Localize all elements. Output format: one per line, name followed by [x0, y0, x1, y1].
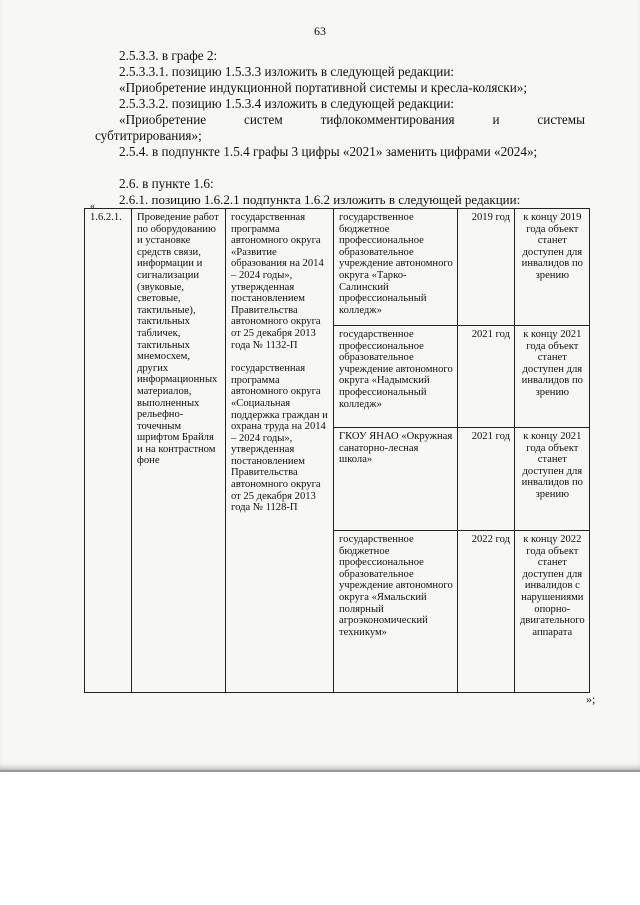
paragraph-2-5-4: 2.5.4. в подпункте 1.5.4 графы 3 цифры «2021» заменить цифрами «2024»;	[119, 144, 538, 159]
position-table	[84, 208, 590, 693]
quote-open-mark: «	[90, 201, 95, 212]
page-number: 63	[314, 24, 326, 38]
position-number-cell: 1.6.2.1.	[85, 209, 132, 693]
paragraph-2-6: 2.6. в пункте 1.6:	[119, 176, 214, 191]
paragraph-2-5-3-3: 2.5.3.3. в графе 2:	[119, 48, 218, 63]
org-cell: государственное бюджетное профессиональное образовательное учреждение автономного округа «Тарко-Салинский профессиональный колледж»	[334, 209, 458, 326]
quote-close-mark: »;	[586, 692, 596, 706]
org-cell: государственное профессиональное образовательное учреждение автономного округа «Надымский профессиональный колледж»	[334, 326, 458, 428]
paragraph-quote-typhlo-line2: субтитрирования»;	[95, 128, 202, 143]
paragraph-quote-typhlo-line1: «Приобретение систем тифлокомментирования и системы	[119, 112, 585, 127]
org-cell: ГКОУ ЯНАО «Окружная санаторно-лесная школа»	[334, 428, 458, 531]
table-row	[85, 209, 590, 326]
result-cell: к концу 2021 года объект станет доступен для инвалидов по зрению	[515, 326, 590, 428]
paragraph-quote-induction-system: «Приобретение индукционной портативной системы и кресла-коляски»;	[119, 80, 528, 95]
result-cell: к концу 2019 года объект станет доступен для инвалидов по зрению	[515, 209, 590, 326]
year-cell: 2021 год	[458, 428, 515, 531]
paragraph-2-6-1: 2.6.1. позицию 1.6.2.1 подпункта 1.6.2 изложить в следующей редакции:	[119, 192, 521, 207]
paragraph-2-5-3-3-1: 2.5.3.3.1. позицию 1.5.3.3 изложить в следующей редакции:	[119, 64, 455, 79]
result-cell: к концу 2022 года объект станет доступен для инвалидов с нарушениями опорно-двигательного аппарата	[515, 531, 590, 693]
year-cell: 2022 год	[458, 531, 515, 693]
program-spacer	[231, 351, 329, 363]
paragraph-2-5-3-3-2: 2.5.3.3.2. позицию 1.5.3.4 изложить в следующей редакции:	[119, 96, 455, 111]
programs-cell	[226, 209, 334, 693]
org-cell: государственное бюджетное профессиональное образовательное учреждение автономного округа «Ямальский полярный агроэкономический техникум»	[334, 531, 458, 693]
event-description-cell: Проведение работ по оборудованию и установке средств связи, информации и сигнализации (звуковые, световые, тактильные), тактильных табличек, тактильных мнемосхем, других информационных материалов, выполненных рельефно-точечным шрифтом Брайля и на контрастном фоне	[132, 209, 226, 693]
program-social-support: государственная программа автономного округа «Социальная поддержка граждан и охрана труда на 2014 – 2024 годы», утвержденная постановлением Правительства автономного округа от 25 декабря 2013 года № 1128-П	[231, 363, 328, 514]
result-cell: к концу 2021 года объект станет доступен для инвалидов по зрению	[515, 428, 590, 531]
year-cell: 2019 год	[458, 209, 515, 326]
program-education: государственная программа автономного округа «Развитие образования на 2014 – 2024 годы», утвержденная постановлением Правительства автономного округа от 25 декабря 2013 года № 1132-П	[231, 212, 324, 351]
year-cell: 2021 год	[458, 326, 515, 428]
